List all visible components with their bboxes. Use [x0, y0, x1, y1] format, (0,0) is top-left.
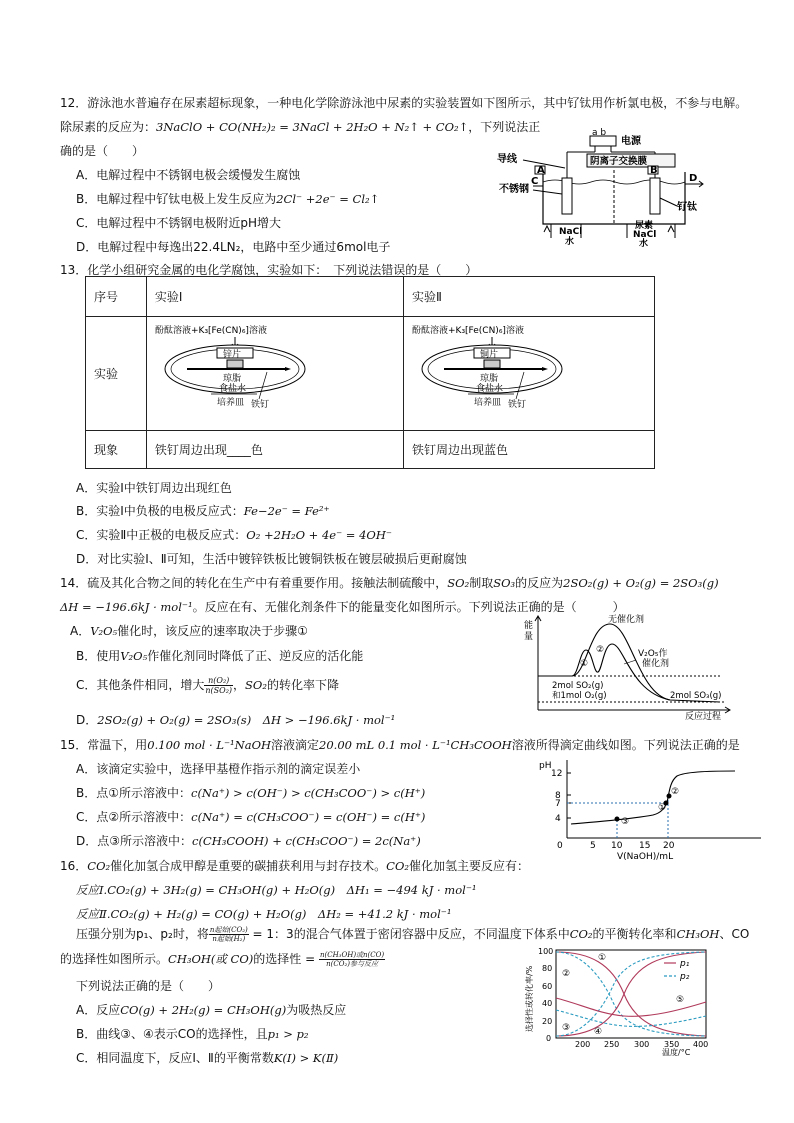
- tick-label-x20: 20: [663, 841, 675, 851]
- ruti-electrode: [650, 178, 660, 214]
- exp2-agar-label: 琼脂: [480, 374, 499, 384]
- q15-option-b-eq: c(Na⁺) > c(OH⁻) > c(CH₃COO⁻) > c(H⁺): [191, 786, 426, 800]
- q16-option-b: [76, 1026, 308, 1042]
- q16-line3-fraction: [209, 926, 249, 943]
- exp1-dish-label: 培养皿: [216, 398, 244, 408]
- tick-label-x15: 15: [639, 841, 651, 851]
- stainless-steel-label: 不锈钢: [499, 184, 529, 195]
- q14-option-a-eq: V₂O₅: [90, 624, 118, 638]
- exp1-zinc-strip: [227, 360, 243, 368]
- power-source-label: 电源: [621, 136, 641, 147]
- fraction-denominator: n(CO₂)参与反应: [326, 960, 378, 968]
- q16-reaction-2: [76, 906, 451, 922]
- curve-5-p2: [556, 1010, 706, 1026]
- energy-axis-label-1: 能: [524, 621, 534, 631]
- curve-1-label: ①: [598, 953, 607, 963]
- q12-line2: [60, 119, 540, 135]
- q15-option-d: [76, 833, 421, 849]
- header-experiment-2: 实验Ⅱ: [404, 277, 655, 317]
- q15-stem-suffix: 溶液所得滴定曲线如图。下列说法正确的是: [511, 738, 740, 752]
- reactants-label-1: 2mol SO₂(g): [552, 681, 604, 691]
- tick-y80: 80: [542, 964, 553, 973]
- q16-co2-2: CO₂: [386, 859, 409, 873]
- exp2-dish-label: 培养皿: [474, 398, 502, 408]
- legend-p1-label: p₁: [680, 959, 690, 969]
- tick-label-4: 4: [555, 814, 561, 824]
- q13-stem: 13．化学小组研究金属的电化学腐蚀，实验如下： 下列说法错误的是（ ）: [60, 263, 478, 277]
- tick-label-7: 7: [555, 799, 561, 809]
- q16-line4-text: 的选择性 =: [253, 952, 319, 966]
- q16-co2: CO₂: [87, 859, 111, 873]
- q13-option-c-eq: O₂ +2H₂O + 4e⁻ = 4OH⁻: [246, 528, 392, 542]
- q16-line3-eq: CO₂: [569, 927, 593, 941]
- q16-line3-prefix: 压强分别为p₁、p₂时，将: [76, 927, 209, 941]
- q14-option-c-fraction: [204, 676, 233, 695]
- q15-option-c: [76, 809, 425, 825]
- tick-label-8: 8: [555, 791, 561, 801]
- right-inlet-label-1: 尿素: [635, 221, 654, 231]
- q16-option-a-text: 为吸热反应: [286, 1003, 347, 1017]
- q14-so2: SO₂: [447, 576, 470, 590]
- exp2-salt-label: 食盐水: [476, 384, 504, 394]
- tick-x400: 400: [693, 1040, 709, 1049]
- q14-option-b-text: 作催化剂同时降低了正、逆反应的活化能: [147, 649, 364, 663]
- right-inlet-label-3: 水: [639, 239, 649, 248]
- q12-line2-prefix: 除尿素的反应为：: [60, 120, 157, 134]
- q12-option-b: [76, 191, 379, 207]
- q12-option-b-eq: 2Cl⁻ +2e⁻ = Cl₂↑: [276, 192, 380, 206]
- q16-option-c-prefix: C．相同温度下，反应Ⅰ、Ⅱ的平衡常数: [76, 1051, 274, 1065]
- exp1-agar-label: 琼脂: [222, 374, 241, 384]
- reactants-label-2: 和1mol O₂(g): [552, 691, 607, 701]
- q15-option-d-prefix: D．点③所示溶液中：: [76, 834, 192, 848]
- tick-x350: 350: [664, 1040, 680, 1049]
- exp2-metal-label: 铜片: [480, 350, 499, 360]
- energy-axis-label-2: 量: [524, 632, 534, 642]
- q14-enthalpy: ΔH = −196.6kJ · mol⁻¹: [60, 600, 193, 614]
- q13-option-b-prefix: B．实验Ⅰ中负极的电极反应式：: [76, 504, 244, 518]
- row-label-phenomenon: 现象: [86, 431, 147, 469]
- q14-so3: SO₃: [493, 576, 516, 590]
- product-label: 2mol SO₃(g): [670, 691, 722, 701]
- point-2-label: ②: [671, 787, 680, 797]
- q16-stem: [60, 858, 529, 874]
- point-3: [615, 817, 620, 822]
- ruti-label: 钌钛: [677, 202, 697, 213]
- q14-option-d: [76, 712, 395, 728]
- q16-option-c-eq: K(Ⅰ) > K(Ⅱ): [273, 1051, 339, 1065]
- volume-axis-label: V(NaOH)/mL: [617, 852, 674, 860]
- port-a-label: A: [537, 165, 545, 176]
- experiment-1-figure-cell: [146, 317, 403, 431]
- q15-stem-mid: 溶液滴定: [271, 738, 320, 752]
- exp1-nail-label: 铁钉: [250, 400, 269, 410]
- q16-stem-text: 催化加氢合成甲醇是重要的碳捕获利用与封存技术。: [110, 859, 387, 873]
- q16-stem-prefix: 16．: [60, 859, 88, 873]
- q14-option-b-eq: V₂O₅: [120, 649, 148, 663]
- q12-line3: 确的是（ ）: [60, 144, 145, 158]
- q16-selectivity-chart: [520, 944, 720, 1056]
- q15-titrant: 0.100 mol · L⁻¹NaOH: [147, 738, 272, 752]
- q16-option-a: [76, 1002, 346, 1018]
- exp1-salt-label: 食盐水: [218, 384, 246, 394]
- exp2-nail-label: 铁钉: [508, 400, 527, 410]
- power-terminals-label: a b: [592, 128, 607, 138]
- experiment-2-phenomenon: 铁钉周边出现蓝色: [404, 431, 655, 469]
- q16-stem-text2: 催化加氢主要反应有：: [408, 859, 529, 873]
- experiment-2-figure: [404, 317, 654, 427]
- tick-label-x10: 10: [611, 841, 623, 851]
- fraction-numerator: n(O₂): [204, 676, 233, 686]
- q15-stem: [60, 737, 740, 753]
- q14-option-c-mid: ，: [233, 678, 246, 692]
- y-axis-label: 选择性或转化率/%: [525, 965, 534, 1032]
- q12-option-a: A．电解过程中不锈钢电极会缓慢发生腐蚀: [76, 168, 301, 182]
- q14-energy-diagram: [520, 614, 740, 720]
- q14-option-a-prefix: A．: [70, 624, 91, 638]
- exp2-reagent-label: 酚酞溶液+K₃[Fe(CN)₆]溶液: [412, 326, 524, 336]
- q14-option-b-prefix: B．使用: [76, 649, 121, 663]
- reaction-coordinate-label: 反应过程: [685, 712, 722, 720]
- q14-reaction: 2SO₂(g) + O₂(g) = 2SO₃(g): [563, 576, 719, 590]
- q12-line2-suffix: ，下列说法正: [468, 120, 541, 134]
- tick-y20: 20: [542, 1017, 553, 1026]
- q14-option-a: [70, 623, 308, 639]
- q15-option-b-prefix: B．点①所示溶液中：: [76, 786, 191, 800]
- q15-option-d-eq: c(CH₃COOH) + c(CH₃COO⁻) = 2c(Na⁺): [192, 834, 421, 848]
- tick-label-x5: 5: [590, 841, 596, 851]
- left-inlet-label-2: 水: [565, 237, 575, 247]
- port-b-label: B: [650, 165, 658, 176]
- x-axis-label: 温度/°C: [662, 1048, 691, 1056]
- q16-line4-fraction: [319, 951, 385, 968]
- q12-reaction: 3NaClO + CO(NH₂)₂ = 3NaCl + 2H₂O + N₂↑ + CO₂↑: [156, 120, 469, 134]
- q14-option-c-eq: SO₂: [245, 678, 267, 692]
- q16-option-c: [76, 1050, 338, 1066]
- q13-option-a: A．实验Ⅰ中铁钉周边出现红色: [76, 481, 232, 495]
- fraction-numerator: n(CH₃OH)或n(CO): [319, 951, 385, 959]
- q16-line3-text: = 1：3的混合气体置于密闭容器中反应，不同温度下体系中: [248, 927, 570, 941]
- ph-axis-label: pH: [539, 761, 552, 771]
- q15-option-c-eq: c(Na⁺) = c(CH₃COO⁻) = c(OH⁻) = c(H⁺): [191, 810, 426, 824]
- tick-y0: 0: [546, 1034, 552, 1043]
- q14-line1: [60, 575, 719, 591]
- experiment-2-figure-cell: [404, 317, 655, 431]
- point-3-label: ③: [621, 817, 630, 827]
- port-d-label: D: [689, 173, 698, 184]
- tick-y60: 60: [542, 982, 553, 991]
- legend-p2-label: p₂: [680, 972, 690, 982]
- header-number: 序号: [86, 277, 147, 317]
- q14-line1-prefix: 14．硫及其化合物之间的转化在生产中有着重要作用。接触法制硫酸中，: [60, 576, 448, 590]
- step-2-label: ②: [596, 645, 605, 655]
- q13-option-b-eq: Fe−2e⁻ = Fe²⁺: [243, 504, 330, 518]
- q14-option-c-prefix: C．其他条件相同，增大: [76, 678, 205, 692]
- wire-label: 导线: [497, 154, 517, 165]
- q14-option-a-text: 催化时，该反应的速率取决于步骤①: [117, 624, 308, 638]
- exp1-metal-label: 锌片: [222, 350, 241, 360]
- point-1-label: ①: [658, 803, 667, 813]
- stainless-steel-electrode: [562, 178, 572, 214]
- fraction-numerator: n起始(CO₂): [209, 926, 248, 934]
- q16-line3-text3: 、CO: [719, 927, 750, 941]
- tick-x300: 300: [634, 1040, 650, 1049]
- curve-3-label: ③: [562, 1023, 571, 1033]
- curve-4-label: ④: [594, 1027, 603, 1037]
- reaction-1-text: 反应Ⅰ.CO₂(g) + 3H₂(g) = CH₃OH(g) + H₂O(g) ΔH₁ = −494 kJ · mol⁻¹: [76, 883, 477, 897]
- uncatalyzed-label: 无催化剂: [608, 615, 645, 625]
- tick-y100: 100: [538, 947, 554, 956]
- membrane-label: 阴离子交换膜: [590, 156, 648, 167]
- q15-analyte: 20.00 mL 0.1 mol · L⁻¹CH₃COOH: [319, 738, 512, 752]
- q14-option-c: [76, 676, 339, 695]
- tick-y40: 40: [542, 999, 553, 1008]
- q14-option-d-eq: 2SO₂(g) + O₂(g) = 2SO₃(s) ΔH > −196.6kJ · mol⁻¹: [97, 713, 396, 727]
- q16-reaction-1: [76, 882, 477, 898]
- q16-line4: [60, 951, 385, 968]
- q13-experiment-table: [85, 276, 655, 469]
- tick-x200: 200: [575, 1040, 591, 1049]
- q14-line1-mid: 制取: [469, 576, 494, 590]
- q14-line1-mid2: 的反应为: [515, 576, 564, 590]
- exp1-reagent-label: 酚酞溶液+K₃[Fe(CN)₆]溶液: [154, 326, 267, 336]
- tick-x250: 250: [604, 1040, 620, 1049]
- q14-option-b: [76, 648, 363, 664]
- titration-curve-line: [571, 771, 735, 824]
- q16-line4-prefix: 的选择性如图所示。: [60, 952, 169, 966]
- q16-line4-eq: CH₃OH(或 CO): [168, 952, 254, 966]
- q12-option-d: D．电解过程中每逸出22.4LN₂，电路中至少通过6mol电子: [76, 240, 391, 254]
- q16-option-b-eq: p₁ > p₂: [267, 1027, 309, 1041]
- q13-option-c-prefix: C．实验Ⅱ中正极的电极反应式：: [76, 528, 247, 542]
- row-label-experiment: 实验: [86, 317, 147, 431]
- q15-option-c-prefix: C．点②所示溶液中：: [76, 810, 192, 824]
- q16-line5: 下列说法正确的是（ ）: [76, 979, 221, 993]
- right-inlet-label-2: NaCl: [633, 230, 657, 240]
- experiment-1-figure: [147, 317, 397, 427]
- q12-option-b-prefix: B．电解过程中钌钛电极上发生反应为: [76, 192, 277, 206]
- q14-line2-text: 。反应在有、无催化剂条件下的能量变化如图所示。下列说法正确的是（ ）: [192, 600, 625, 614]
- q12-electrolysis-figure: [495, 128, 707, 248]
- tick-label-0: 0: [557, 841, 563, 851]
- fraction-denominator: n起始(H₂): [212, 935, 246, 943]
- catalyst-label-2: 催化剂: [642, 659, 670, 669]
- header-experiment-1: 实验Ⅰ: [146, 277, 403, 317]
- catalyst-label-1: V₂O₅作: [638, 649, 668, 659]
- reaction-2-text: 反应Ⅱ.CO₂(g) + H₂(g) = CO(g) + H₂O(g) ΔH₂ = +41.2 kJ · mol⁻¹: [76, 907, 452, 921]
- q12-line1: 12．游泳池水普遍存在尿素超标现象，一种电化学除游泳池中尿素的实验装置如下图所示，其中钌钛用作析氯电极，不参与电解。: [60, 96, 748, 110]
- q14-option-d-prefix: D．: [76, 713, 98, 727]
- q16-line3: [76, 926, 749, 943]
- q15-option-b: [76, 785, 425, 801]
- port-c-label: C: [531, 176, 539, 187]
- q15-titration-curve: [535, 758, 765, 860]
- q16-option-b-prefix: B．曲线③、④表示CO的选择性，且: [76, 1027, 268, 1041]
- left-inlet-label-1: NaCl: [559, 227, 583, 237]
- q14-option-c-text: 的转化率下降: [266, 678, 339, 692]
- experiment-1-phenomenon: 铁钉周边出现____色: [146, 431, 403, 469]
- q13-option-c: [76, 527, 392, 543]
- q13-option-b: [76, 503, 330, 519]
- q12-option-c: C．电解过程中不锈钢电极附近pH增大: [76, 216, 282, 230]
- q15-option-a: A．该滴定实验中，选择甲基橙作指示剂的滴定误差小: [76, 762, 361, 776]
- q14-line2: [60, 599, 625, 615]
- q16-line3-text2: 的平衡转化率和: [592, 927, 677, 941]
- curve-2-label: ②: [562, 969, 571, 979]
- q16-line3-eq2: CH₃OH: [676, 927, 720, 941]
- step-1-label: ①: [580, 659, 589, 669]
- q16-option-a-eq: CO(g) + 2H₂(g) = CH₃OH(g): [120, 1003, 287, 1017]
- exp2-copper-strip: [484, 360, 500, 368]
- tick-label-12: 12: [551, 769, 563, 779]
- fraction-denominator: n(SO₂): [205, 686, 233, 695]
- q15-stem-prefix: 15．常温下，用: [60, 738, 148, 752]
- curve-5-label: ⑤: [676, 995, 685, 1005]
- q13-option-d: D．对比实验Ⅰ、Ⅱ可知，生活中镀锌铁板比镀铜铁板在镀层破损后更耐腐蚀: [76, 552, 467, 566]
- q16-option-a-prefix: A．反应: [76, 1003, 121, 1017]
